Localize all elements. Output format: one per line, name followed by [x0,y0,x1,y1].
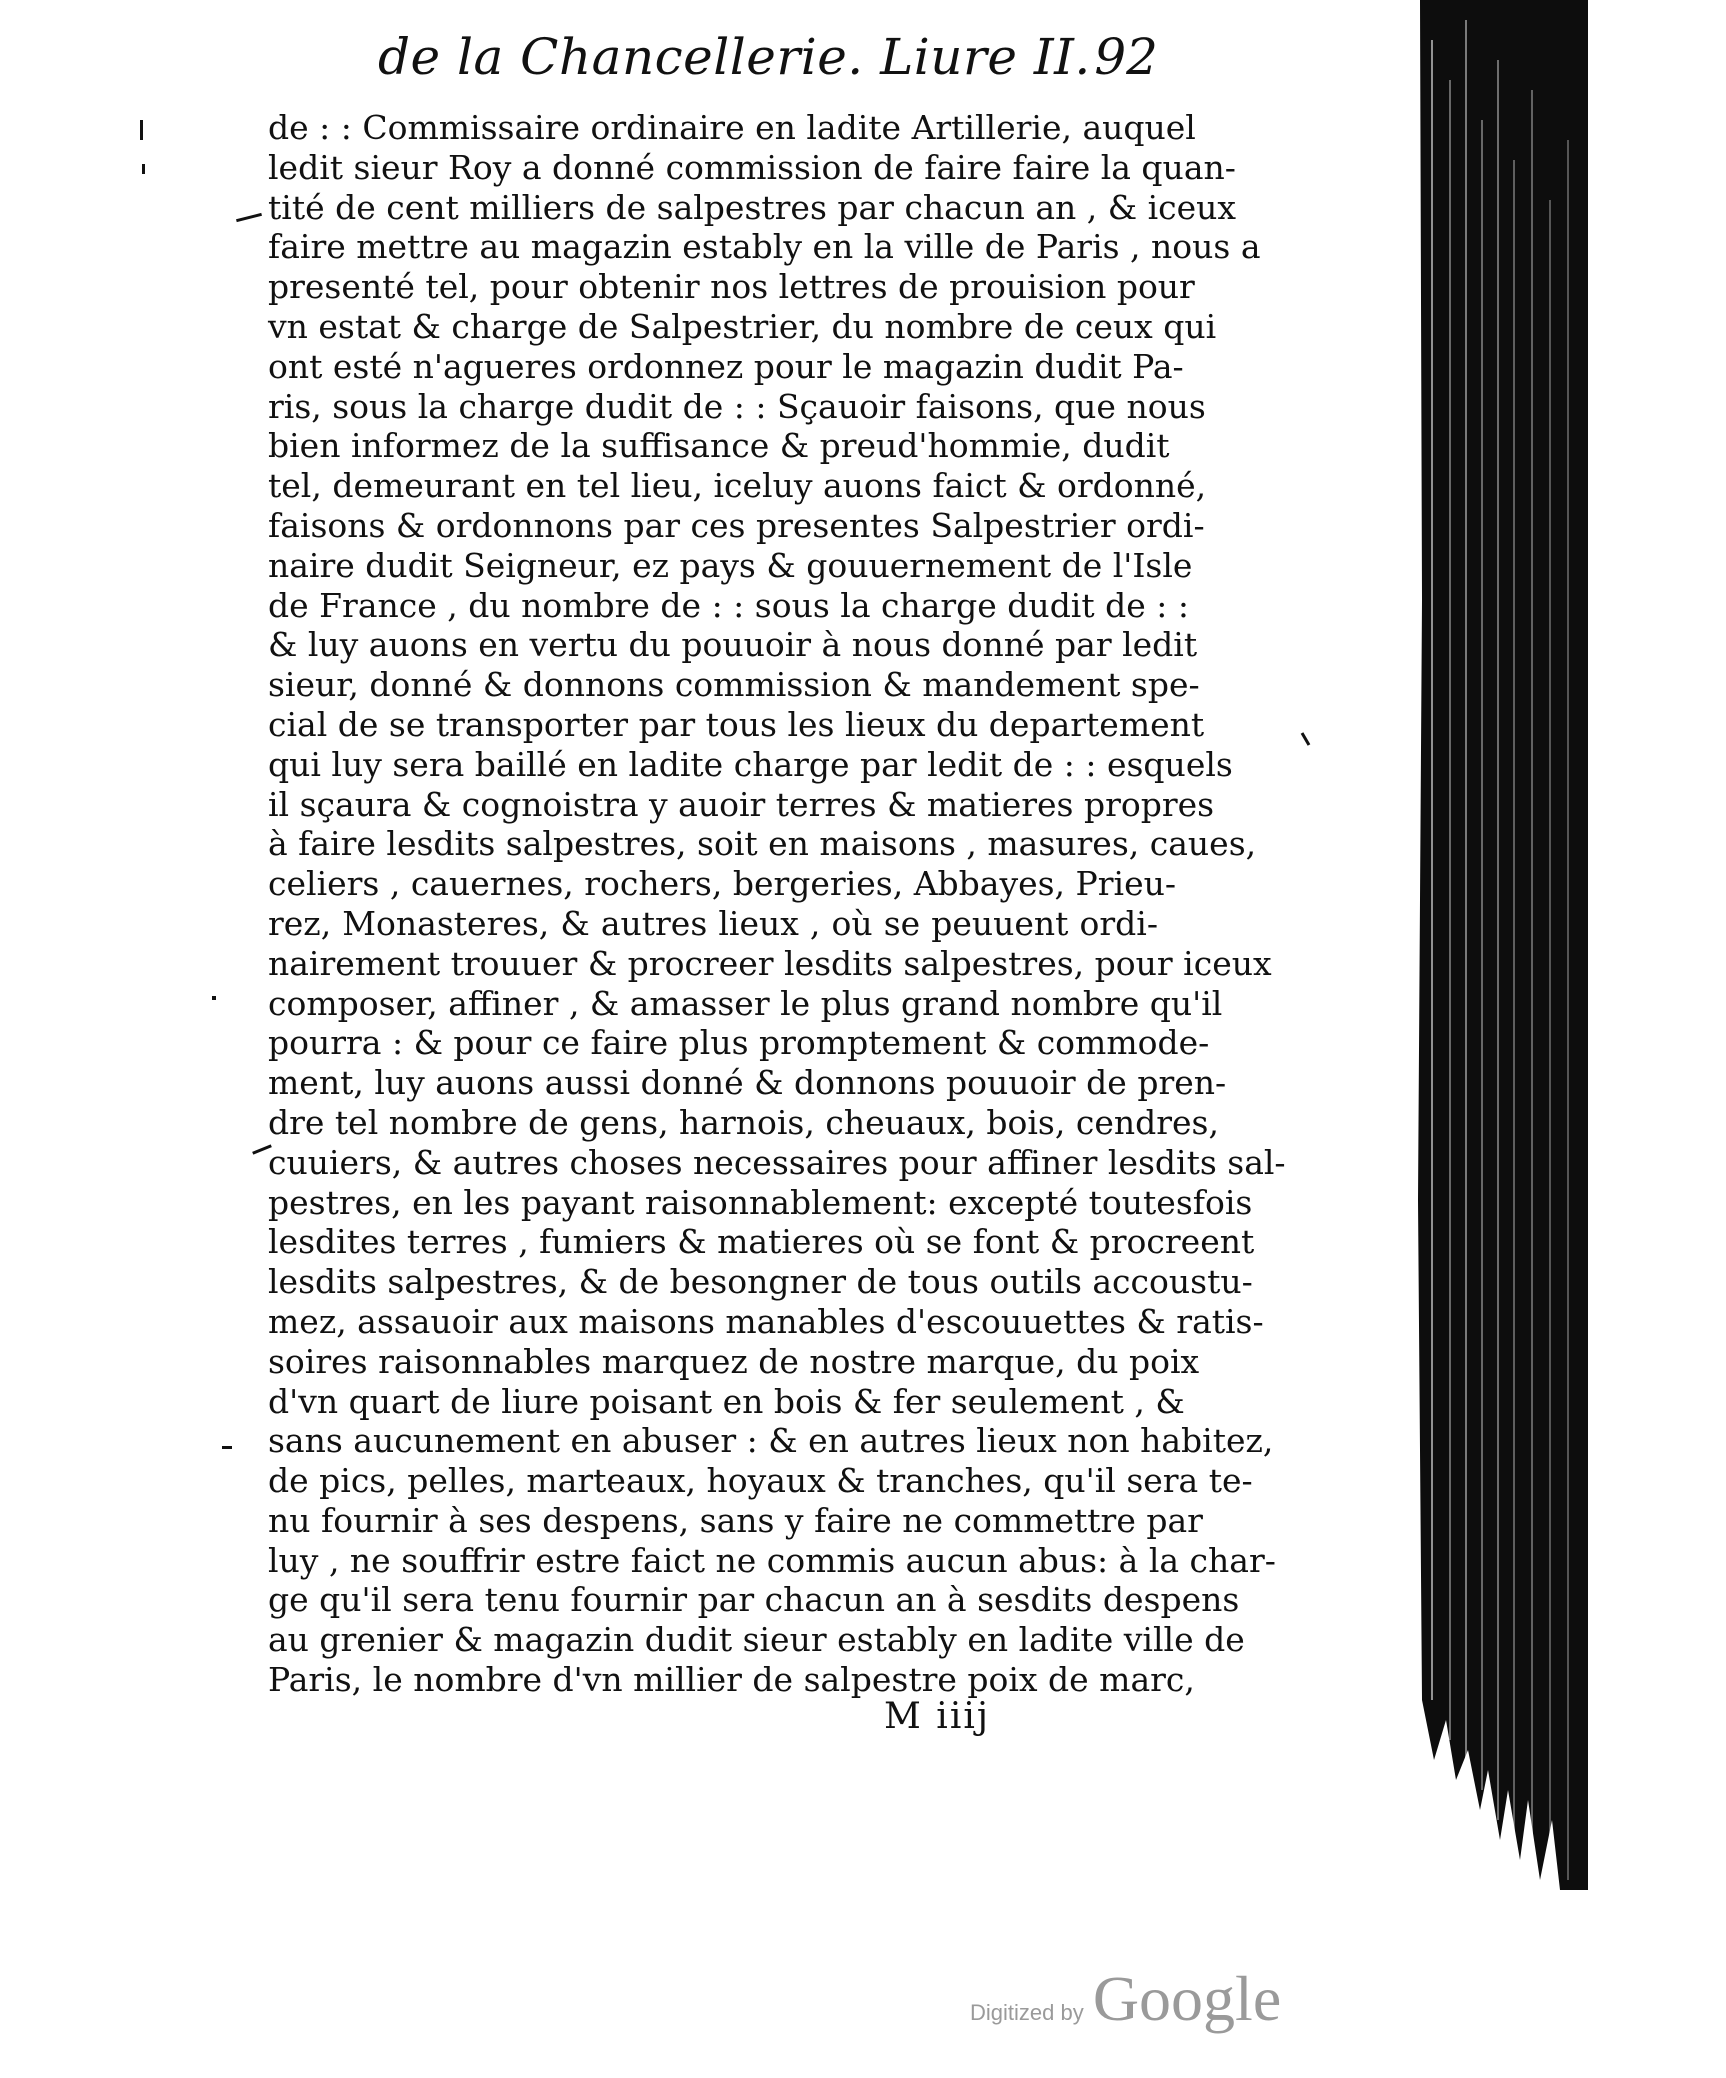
page-edge-shadow [1412,0,1592,1890]
text-line: lesdits salpestres, & de besongner de tous outils accoustu- [268,1262,1253,1302]
text-line: pourra : & pour ce faire plus promptement & commode- [268,1023,1210,1063]
text-line: il sçaura & cognoistra y auoir terres & matieres propres [268,784,1215,824]
page-number: 92 [1094,28,1158,86]
text-line: au grenier & magazin dudit sieur estably en ladite ville de [268,1620,1245,1660]
digitized-by-google-watermark [970,1962,1300,2042]
watermark-prefix: Digitized by [970,2000,1084,2025]
margin-mark [140,120,143,140]
text-line: lesdites terres , fumiers & matieres où se font & procreent [268,1222,1255,1262]
signature-mark: M iiij [884,1696,991,1737]
text-line: naire dudit Seigneur, ez pays & gouuernement de l'Isle [268,545,1193,585]
text-line: luy , ne souffrir estre faict ne commis aucun abus: à la char- [268,1540,1276,1580]
text-line: pestres, en les payant raisonnablement: excepté toutesfois [268,1182,1253,1222]
text-line: nairement trouuer & procreer lesdits salpestres, pour iceux [268,943,1272,983]
text-line: Paris, le nombre d'vn millier de salpestre poix de marc, [268,1660,1195,1700]
text-line: rez, Monasteres, & autres lieux , où se peuuent ordi- [268,903,1158,943]
google-logo: Google [1092,1963,1282,2034]
running-title: de la Chancellerie. Liure II. [378,28,1091,86]
text-line: celiers , cauernes, rochers, bergeries, Abbayes, Prieu- [268,864,1176,904]
text-line: & luy auons en vertu du pouuoir à nous donné par ledit [268,625,1198,665]
text-line: ont esté n'agueres ordonnez pour le magazin dudit Pa- [268,346,1184,386]
text-line: tité de cent milliers de salpestres par chacun an , & iceux [268,187,1237,227]
text-line: de : : Commissaire ordinaire en ladite Artillerie, auquel [268,108,1196,147]
text-line: bien informez de la suffisance & preud'hommie, dudit [268,426,1170,466]
text-line: qui luy sera baillé en ladite charge par ledit de : : esquels [268,744,1233,784]
text-line: de France , du nombre de : : sous la charge dudit de : : [268,585,1189,625]
body-text [268,108,1286,1700]
text-line: de pics, pelles, marteaux, hoyaux & tranches, qu'il sera te- [268,1461,1253,1501]
text-line: soires raisonnables marquez de nostre marque, du poix [268,1341,1200,1381]
text-line: d'vn quart de liure poisant en bois & fer seulement , & [268,1381,1185,1421]
margin-mark [1301,732,1311,746]
text-line: tel, demeurant en tel lieu, iceluy auons faict & ordonné, [268,466,1207,506]
margin-mark [212,996,216,1000]
text-line: sans aucunement en abuser : & en autres lieux non habitez, [268,1421,1274,1461]
text-line: vn estat & charge de Salpestrier, du nombre de ceux qui [268,306,1217,346]
text-line: presenté tel, pour obtenir nos lettres de prouision pour [268,267,1195,307]
text-line: à faire lesdits salpestres, soit en maisons , masures, caues, [268,824,1257,864]
margin-mark [236,213,262,222]
text-line: cuuiers, & autres choses necessaires pour affiner lesdits sal- [268,1142,1286,1182]
text-line: ledit sieur Roy a donné commission de faire faire la quan- [268,147,1236,187]
text-line: nu fournir à ses despens, sans y faire ne commettre par [268,1500,1203,1540]
text-line: cial de se transporter par tous les lieux du departement [268,704,1205,744]
text-line: ris, sous la charge dudit de : : Sçauoir faisons, que nous [268,386,1206,426]
text-line: sieur, donné & donnons commission & mandement spe- [268,665,1200,705]
margin-mark [222,1446,232,1449]
text-line: faisons & ordonnons par ces presentes Salpestrier ordi- [268,505,1205,545]
margin-mark [142,164,145,174]
text-line: dre tel nombre de gens, harnois, cheuaux, bois, cendres, [268,1102,1219,1142]
page-header [378,28,1158,98]
text-line: mez, assauoir aux maisons manables d'escouuettes & ratis- [268,1301,1264,1341]
text-line: ge qu'il sera tenu fournir par chacun an à sesdits despens [268,1580,1240,1620]
text-line: composer, affiner , & amasser le plus grand nombre qu'il [268,983,1223,1023]
text-line: ment, luy auons aussi donné & donnons pouuoir de pren- [268,1063,1227,1103]
text-line: faire mettre au magazin estably en la ville de Paris , nous a [268,227,1261,267]
